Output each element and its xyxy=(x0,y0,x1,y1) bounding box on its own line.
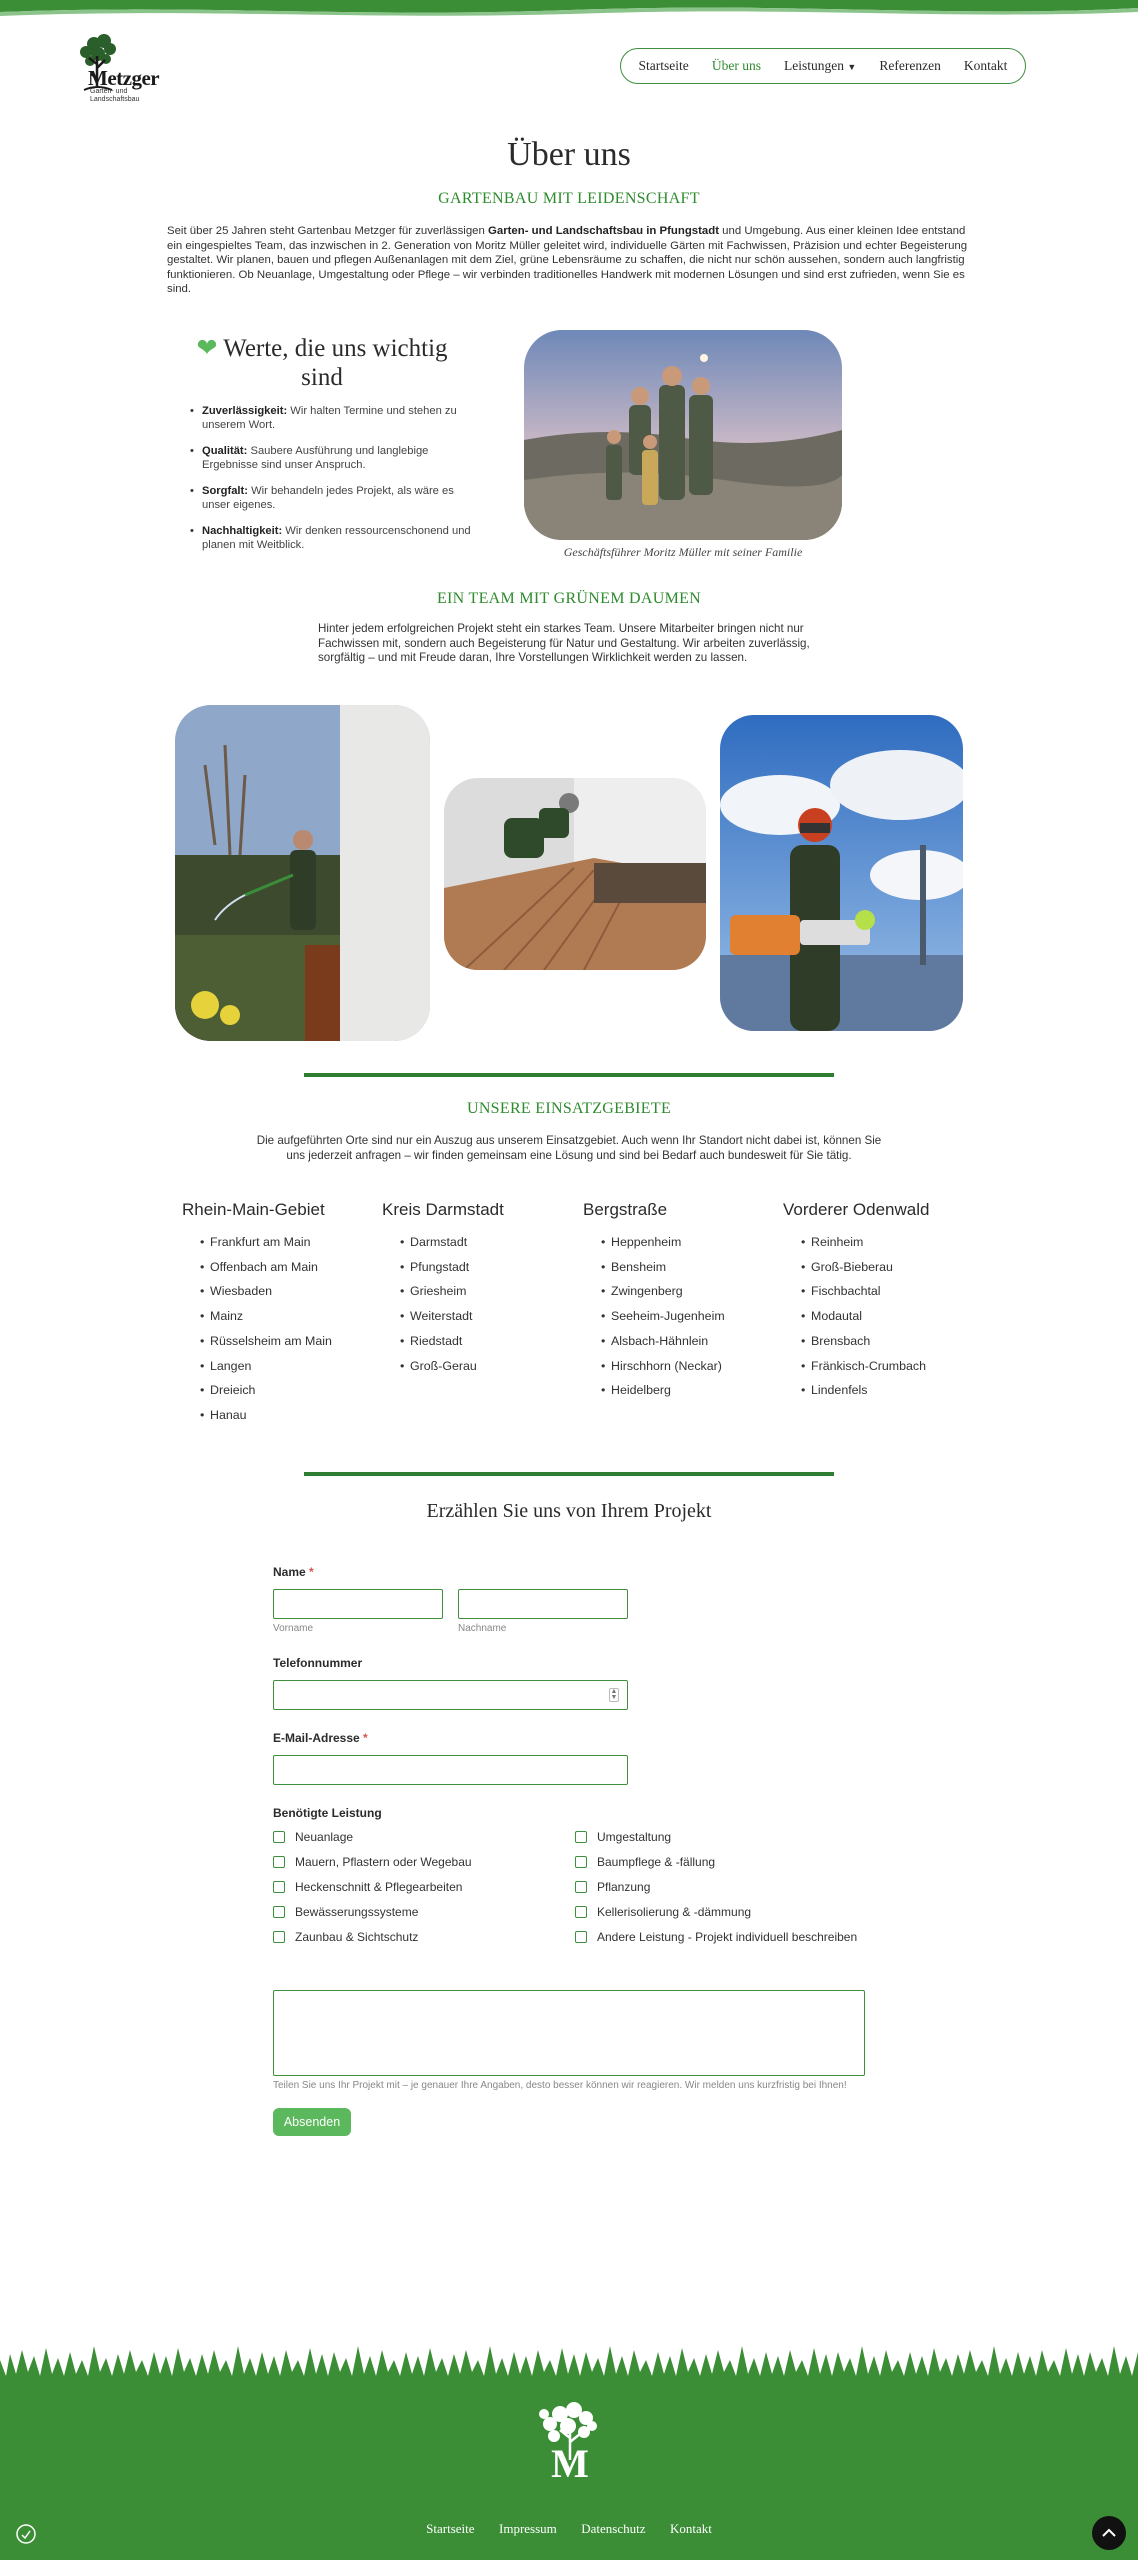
area-column-bergstrasse xyxy=(583,1200,783,1403)
list-item: • Hirschhorn (Neckar) xyxy=(601,1354,783,1379)
area-title: Rhein-Main-Gebiet xyxy=(182,1200,325,1219)
checkbox-label: Heckenschnitt & Pflegearbeiten xyxy=(295,1880,463,1894)
submit-button[interactable]: Absenden xyxy=(273,2108,351,2136)
footer-link-startseite[interactable]: Startseite xyxy=(426,2521,475,2536)
section-divider xyxy=(304,1073,834,1077)
first-name-sublabel: Vorname xyxy=(273,1623,314,1634)
checkbox-box[interactable] xyxy=(273,1906,285,1918)
list-item: • Lindenfels xyxy=(801,1378,983,1403)
cookie-settings-icon[interactable] xyxy=(14,2522,38,2546)
list-item: • Langen xyxy=(200,1354,382,1379)
heart-icon: ❤ xyxy=(196,335,218,362)
checkbox-box[interactable] xyxy=(273,1881,285,1893)
list-item: • Modautal xyxy=(801,1304,983,1329)
checkbox-heckenschnitt[interactable] xyxy=(273,1880,462,1894)
list-item: • Offenbach am Main xyxy=(200,1255,382,1280)
checkbox-label: Kellerisolierung & -dämmung xyxy=(597,1905,752,1919)
checkbox-label: Bewässerungssysteme xyxy=(295,1905,419,1919)
project-description-textarea[interactable] xyxy=(273,1990,865,2076)
main-navigation xyxy=(620,48,1026,84)
value-item xyxy=(190,404,480,432)
list-item: • Hanau xyxy=(200,1403,382,1428)
value-text: Saubere Ausführung und langlebige Ergebnisse sind unser Anspruch. xyxy=(202,445,429,471)
checkbox-box[interactable] xyxy=(273,1831,285,1843)
list-item: • Zwingenberg xyxy=(601,1279,783,1304)
value-term: Sorgfalt: xyxy=(202,485,248,497)
team-title: EIN TEAM MIT GRÜNEM DAUMEN xyxy=(436,590,702,607)
checkbox-zaunbau[interactable] xyxy=(273,1930,418,1944)
checkbox-box[interactable] xyxy=(575,1906,587,1918)
values-title xyxy=(182,334,462,392)
number-stepper-icon[interactable]: ▲ ▼ xyxy=(610,1688,618,1701)
name-label xyxy=(273,1565,314,1579)
checkbox-box[interactable] xyxy=(575,1856,587,1868)
areas-title: UNSERE EINSATZGEBIETE xyxy=(466,1100,672,1117)
footer-links xyxy=(0,2520,1138,2538)
intro-text xyxy=(167,224,971,297)
list-item: • Reinheim xyxy=(801,1230,983,1255)
area-title: Vorderer Odenwald xyxy=(783,1200,930,1219)
area-title: Kreis Darmstadt xyxy=(382,1200,504,1219)
email-label xyxy=(273,1731,368,1745)
list-item: • Heidelberg xyxy=(601,1378,783,1403)
values-title-text: Werte, die uns wichtig sind xyxy=(223,335,448,391)
value-text: Wir denken ressourcenschonend und planen mit Weitblick. xyxy=(202,525,471,551)
checkbox-bewaesserung[interactable] xyxy=(273,1905,418,1919)
footer-link-impressum[interactable]: Impressum xyxy=(499,2521,557,2536)
nav-kontakt[interactable]: Kontakt xyxy=(963,58,1008,73)
area-column-odenwald xyxy=(783,1200,983,1403)
value-item xyxy=(190,484,480,512)
back-to-top-button[interactable] xyxy=(1092,2516,1126,2550)
required-mark: * xyxy=(363,1731,368,1745)
checkbox-neuanlage[interactable] xyxy=(273,1830,353,1844)
nav-leistungen-label: Leistungen xyxy=(784,58,845,73)
checkbox-label: Andere Leistung - Projekt individuell beschreiben xyxy=(597,1930,858,1944)
nav-startseite[interactable]: Startseite xyxy=(638,58,689,73)
value-text: Wir behandeln jedes Projekt, als wäre es unser eigenes. xyxy=(202,485,454,511)
page-title: Über uns xyxy=(507,136,631,173)
checkbox-box[interactable] xyxy=(273,1931,285,1943)
textarea-helper-text: Teilen Sie uns Ihr Projekt mit – je genauer Ihre Angaben, desto besser können wir reagieren. Wir melden uns kurzfristig bei Ihnen! xyxy=(273,2080,847,2091)
list-item: • Fischbachtal xyxy=(801,1279,983,1304)
logo-subtitle: Garten- und Landschaftsbau xyxy=(90,88,140,103)
first-name-input[interactable] xyxy=(273,1589,443,1619)
area-title: Bergstraße xyxy=(583,1200,668,1219)
section-divider xyxy=(304,1472,834,1476)
nav-leistungen[interactable] xyxy=(784,58,856,74)
area-column-darmstadt xyxy=(382,1200,582,1378)
value-term: Zuverlässigkeit: xyxy=(202,405,288,417)
footer-link-datenschutz[interactable]: Datenschutz xyxy=(581,2521,646,2536)
list-item: • Griesheim xyxy=(400,1279,582,1304)
list-item: • Dreieich xyxy=(200,1378,382,1403)
checkbox-box[interactable] xyxy=(575,1831,587,1843)
email-label-text: E-Mail-Adresse xyxy=(273,1731,360,1745)
checkbox-label: Baumpflege & -fällung xyxy=(597,1855,716,1869)
checkbox-box[interactable] xyxy=(575,1881,587,1893)
team-text: Hinter jedem erfolgreichen Projekt steht ein starkes Team. Unsere Mitarbeiter bringen nicht nur Fachwissen mit, sondern auch Begeisterung für Natur und Gestaltung. Wir arbeiten zuverlässig, sorgfältig – und mit Freude daran, Ihre Vorstellungen Wirklichkeit werden zu lassen. xyxy=(318,622,810,665)
chevron-up-icon xyxy=(1092,2516,1126,2550)
checkbox-label: Mauern, Pflastern oder Wegebau xyxy=(295,1855,472,1869)
top-wave-decoration xyxy=(0,0,1138,20)
family-photo xyxy=(524,330,842,540)
footer-link-kontakt[interactable]: Kontakt xyxy=(669,2521,712,2536)
list-item: • Pfungstadt xyxy=(400,1255,582,1280)
checkbox-umgestaltung[interactable] xyxy=(575,1830,671,1844)
value-term: Qualität: xyxy=(202,445,248,457)
form-title: Erzählen Sie uns von Ihrem Projekt xyxy=(426,1500,712,1522)
list-item: • Groß-Bieberau xyxy=(801,1255,983,1280)
list-item: • Brensbach xyxy=(801,1329,983,1354)
nav-referenzen[interactable]: Referenzen xyxy=(879,58,941,73)
checkbox-label: Pflanzung xyxy=(597,1880,651,1894)
logo-name[interactable]: Metzger xyxy=(88,66,160,90)
page-subtitle: GARTENBAU MIT LEIDENSCHAFT xyxy=(438,190,700,207)
nav-ueber-uns[interactable]: Über uns xyxy=(711,58,761,73)
grass-decoration xyxy=(0,2330,1138,2390)
checkbox-label: Neuanlage xyxy=(295,1830,354,1844)
last-name-sublabel: Nachname xyxy=(458,1623,507,1634)
list-item: • Seeheim-Jugenheim xyxy=(601,1304,783,1329)
phone-input[interactable] xyxy=(273,1680,628,1710)
service-label: Benötigte Leistung xyxy=(273,1806,382,1820)
intro-part-c: und Umgebung. Aus einer kleinen Idee entstand ein eingespieltes Team, das inzwischen in 2. Generation von Moritz Müller geleitet wird, individuelle Gärten mit Fachwissen, Präzision und echter Begeisterung gestaltet. Wir planen, bauen und pflegen Außenanlagen mit dem Ziel, grüne Lebensräume zu schaffen, die nicht nur schön aussehen, sondern auch langfristig funktionieren. Ob Neuanlage, Umgestaltung oder Pflege – wir verbinden traditionelles Handwerk mit modernen Lösungen und sind erst zufrieden, wenn Sie es sind. xyxy=(167,225,968,295)
value-text: Wir halten Termine und stehen zu unserem Wort. xyxy=(202,405,457,431)
phone-label: Telefonnummer xyxy=(273,1656,363,1670)
footer-logo-letter: M xyxy=(551,2441,589,2486)
list-item: • Rüsselsheim am Main xyxy=(200,1329,382,1354)
name-label-text: Name xyxy=(273,1565,306,1579)
value-item xyxy=(190,444,480,472)
last-name-input[interactable] xyxy=(458,1589,628,1619)
list-item: • Weiterstadt xyxy=(400,1304,582,1329)
checkbox-baumpflege[interactable] xyxy=(575,1855,715,1869)
team-photo-decking xyxy=(444,778,706,970)
email-input[interactable] xyxy=(273,1755,628,1785)
checkbox-box[interactable] xyxy=(273,1856,285,1868)
checkbox-andere[interactable] xyxy=(575,1930,857,1944)
areas-intro: Die aufgeführten Orte sind nur ein Auszug aus unserem Einsatzgebiet. Auch wenn Ihr Standort nicht dabei ist, können Sie uns jederzeit anfragen – wir finden gemeinsam eine Lösung und sind bei Bedarf auch bundesweit für Sie tätig. xyxy=(256,1134,882,1162)
photo-caption: Geschäftsführer Moritz Müller mit seiner Familie xyxy=(563,545,803,559)
checkbox-kellerisolierung[interactable] xyxy=(575,1905,751,1919)
value-item xyxy=(190,524,480,552)
chevron-down-icon: ▼ xyxy=(847,62,857,72)
intro-highlight: Garten- und Landschaftsbau in Pfungstadt xyxy=(488,225,719,237)
team-photo-watering xyxy=(175,705,430,1041)
list-item: • Wiesbaden xyxy=(200,1279,382,1304)
list-item: • Bensheim xyxy=(601,1255,783,1280)
list-item: • Darmstadt xyxy=(400,1230,582,1255)
list-item: • Fränkisch-Crumbach xyxy=(801,1354,983,1379)
checkbox-label: Zaunbau & Sichtschutz xyxy=(295,1930,419,1944)
list-item: • Frankfurt am Main xyxy=(200,1230,382,1255)
checkbox-pflanzung[interactable] xyxy=(575,1880,650,1894)
checkbox-box[interactable] xyxy=(575,1931,587,1943)
intro-part-a: Seit über 25 Jahren steht Gartenbau Metzger für zuverlässigen xyxy=(167,225,489,237)
list-item: • Riedstadt xyxy=(400,1329,582,1354)
values-list xyxy=(190,404,480,564)
value-term: Nachhaltigkeit: xyxy=(202,525,283,537)
required-mark: * xyxy=(309,1565,314,1579)
checkbox-mauern[interactable] xyxy=(273,1855,472,1869)
area-column-rhein-main xyxy=(182,1200,382,1428)
checkbox-label: Umgestaltung xyxy=(597,1830,672,1844)
list-item: • Mainz xyxy=(200,1304,382,1329)
list-item: • Groß-Gerau xyxy=(400,1354,582,1379)
list-item: • Alsbach-Hähnlein xyxy=(601,1329,783,1354)
team-photo-chainsaw xyxy=(720,715,963,1031)
list-item: • Heppenheim xyxy=(601,1230,783,1255)
